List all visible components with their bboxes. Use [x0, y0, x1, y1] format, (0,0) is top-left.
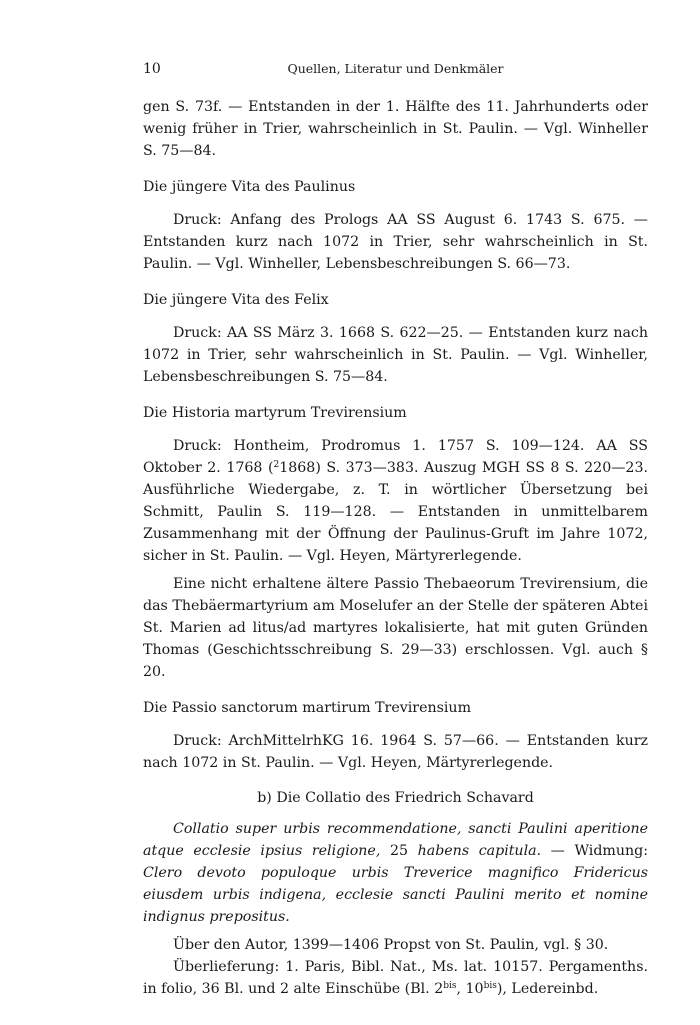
text-run: Druck: Hontheim, Prodromus 1. 1757 S. 109—124. AA SS Oktober 2. 1768 (: [143, 438, 648, 476]
text-run: , 10: [456, 981, 484, 997]
text-run: Überlieferung: 1. Paris, Bibl. Nat., Ms. lat. 10157. Pergamenths. in folio, 36 Bl. und 2 alte Einschübe (Bl. 2: [143, 959, 648, 997]
paragraph-vita-felix: Druck: AA SS März 3. 1668 S. 622—25. — Entstanden kurz nach 1072 in Trier, sehr wahrscheinlich in St. Paulin. — Vgl. Winheller, Lebensbeschreibungen S. 75—84.: [143, 325, 648, 385]
heading-passio-sanctorum: Die Passio sanctorum martirum Trevirensium: [143, 700, 472, 716]
document-page: [143, 58, 648, 1000]
text-run: 1868) S. 373—383. Auszug MGH SS 8 S. 220—23. Ausführliche Wiedergabe, z. T. in wörtlicher Übersetzung bei Schmitt, Paulin S. 119—128. — Entstanden in unmittelbarem Zusammenhang mit der Öffnung der Paulinus-Gruft im Jahre 1072, sicher in St. Paulin. — Vgl. Heyen, Märtyrerlegende.: [143, 460, 648, 564]
superscript: bis: [443, 981, 457, 991]
heading-historia-martyrum: Die Historia martyrum Trevirensium: [143, 405, 407, 421]
paragraph-continuation: gen S. 73f. — Entstanden in der 1. Hälfte des 11. Jahrhunderts oder wenig früher in Trier, wahrscheinlich in St. Paulin. — Vgl. Winheller S. 75—84.: [143, 99, 648, 159]
text-run: ), Ledereinbd.: [496, 981, 599, 997]
italic-run: habens capitula.: [417, 843, 542, 859]
running-title: Quellen, Literatur und Denkmäler: [287, 61, 504, 76]
heading-vita-felix: Die jüngere Vita des Felix: [143, 292, 329, 308]
italic-run: Collatio super urbis recommendatione, sancti Paulini aperitione atque ecclesie ipsius religione,: [143, 821, 648, 859]
text-run: — Widmung:: [541, 843, 649, 859]
paragraph-autor: Über den Autor, 1399—1406 Propst von St. Paulin, vgl. § 30.: [173, 937, 609, 953]
paragraph-passio-thebaeorum: Eine nicht erhaltene ältere Passio Thebaeorum Trevirensium, die das Thebäermartyrium am Moselufer an der Stelle der späteren Abtei St. Marien ad litus/ad martyres lokalisierte, hat mit guten Gründen Thomas (Geschichtsschreibung S. 29—33) erschlossen. Vgl. auch § 20.: [143, 576, 648, 680]
running-header: [143, 58, 648, 80]
paragraph-historia-martyrum: [143, 435, 648, 567]
paragraph-vita-paulinus: Druck: Anfang des Prologs AA SS August 6. 1743 S. 675. — Entstanden kurz nach 1072 in Trier, sehr wahrscheinlich in St. Paulin. — Vgl. Winheller, Lebensbeschreibungen S. 66—73.: [143, 212, 648, 272]
heading-vita-paulinus: Die jüngere Vita des Paulinus: [143, 179, 356, 195]
superscript: bis: [483, 981, 497, 991]
paragraph-collatio: [143, 818, 648, 928]
paragraph-ueberlieferung: [143, 956, 648, 1000]
italic-run: Clero devoto populoque urbis Treverice magnifico Fridericus eiusdem urbis indigena, ecclesie sancti Paulini merito et nomine indignus prepositus.: [143, 865, 648, 925]
section-title-collatio: b) Die Collatio des Friedrich Schavard: [257, 790, 534, 806]
text-run: 25: [380, 843, 418, 859]
paragraph-passio-sanctorum: Druck: ArchMittelrhKG 16. 1964 S. 57—66. — Entstanden kurz nach 1072 in St. Paulin. — Vgl. Heyen, Märtyrerlegende.: [143, 733, 648, 771]
page-number: 10: [143, 61, 161, 77]
superscript: 2: [273, 460, 280, 470]
